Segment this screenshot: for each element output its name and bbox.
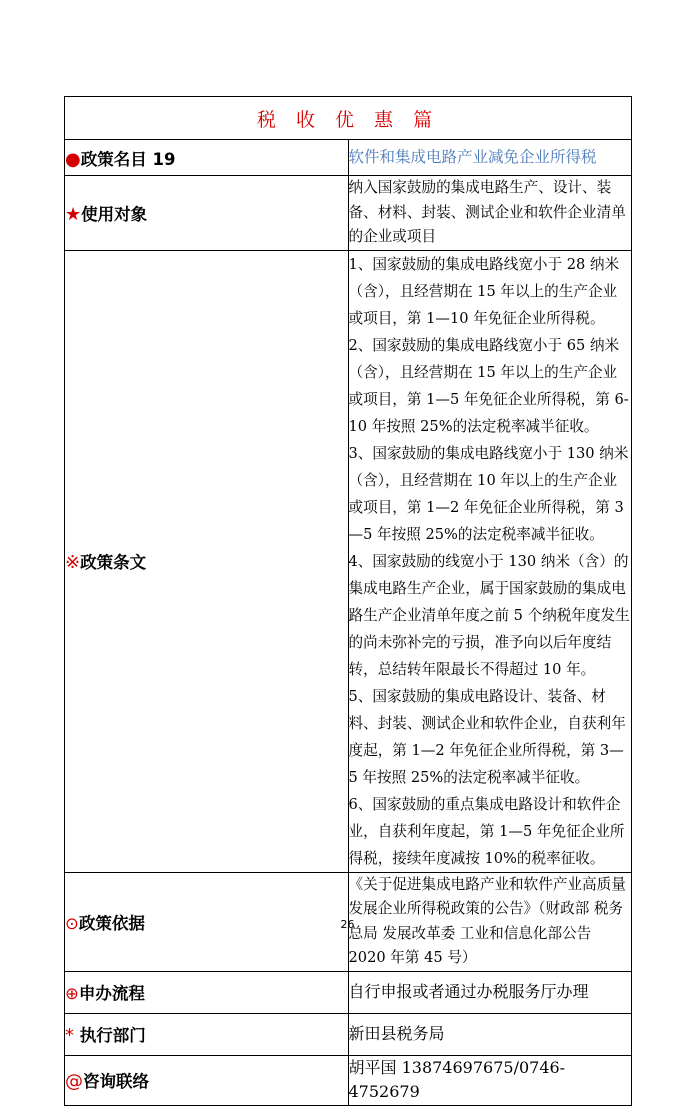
policy-clause: 5、国家鼓励的集成电路设计、装备、材料、封装、测试企业和软件企业，自获利年度起，第 1—2 年免征企业所得税，第 3—5 年按照 25%的法定税率减半征收。: [348, 687, 626, 786]
process-label: ⊕申办流程: [65, 971, 349, 1013]
policy-name-value[interactable]: 软件和集成电路产业减免企业所得税: [348, 140, 632, 176]
process-row: [65, 971, 632, 1013]
page-number: 26: [340, 918, 355, 931]
target-value: 纳入国家鼓励的集成电路生产、设计、装备、材料、封装、测试企业和软件企业清单的企业或项目: [348, 176, 632, 251]
policy-clause: 3、国家鼓励的集成电路线宽小于 130 纳米（含），且经营期在 10 年以上的生产企业或项目，第 1—2 年免征企业所得税，第 3—5 年按照 25%的法定税率减半征收。: [348, 444, 629, 543]
process-value: 自行申报或者通过办税服务厅办理: [348, 971, 632, 1013]
policy-name-row: [65, 140, 632, 176]
circle-plus-icon: ⊕: [65, 984, 79, 1003]
policy-clause: 2、国家鼓励的集成电路线宽小于 65 纳米（含），且经营期在 15 年以上的生产企业或项目，第 1—5 年免征企业所得税，第 6-10 年按照 25%的法定税率减半征收。: [348, 336, 629, 435]
department-row: [65, 1013, 632, 1055]
contact-value: 胡平国 13874697675/0746-4752679: [348, 1055, 632, 1105]
target-row: [65, 176, 632, 251]
basis-label: ⊙政策依据: [65, 872, 349, 971]
basis-value: 《关于促进集成电路产业和软件产业高质量发展企业所得税政策的公告》（财政部 税务总局 发展改革委 工业和信息化部公告 2020 年第 45 号）: [348, 872, 632, 971]
policy-text-value: [348, 250, 632, 872]
asterisk-icon: *: [65, 1025, 74, 1046]
policy-table: [64, 96, 632, 1106]
policy-name-label: ●政策名目 19: [65, 140, 349, 176]
department-label: * 执行部门: [65, 1013, 349, 1055]
policy-clause: 4、国家鼓励的线宽小于 130 纳米（含）的集成电路生产企业，属于国家鼓励的集成电路生产企业清单年度之前 5 个纳税年度发生的尚未弥补完的亏损，准予向以后年度结转，总结转年限最长不得超过 10 年。: [348, 552, 630, 678]
section-title: 税 收 优 惠 篇: [65, 97, 632, 140]
title-row: [65, 97, 632, 140]
policy-clause: 6、国家鼓励的重点集成电路设计和软件企业，自获利年度起，第 1—5 年免征企业所得税，接续年度减按 10%的税率征收。: [348, 795, 625, 867]
contact-row: [65, 1055, 632, 1105]
star-icon: ★: [65, 203, 82, 225]
department-value: 新田县税务局: [348, 1013, 632, 1055]
contact-label: @咨询联络: [65, 1055, 349, 1105]
target-label: ★使用对象: [65, 176, 349, 251]
reference-mark-icon: ※: [65, 552, 81, 573]
at-sign-icon: @: [65, 1071, 83, 1092]
circle-dot-icon: ⊙: [65, 913, 79, 933]
bullet-icon: ●: [65, 148, 81, 170]
policy-text-label: ※政策条文: [65, 250, 349, 872]
policy-clause: 1、国家鼓励的集成电路线宽小于 28 纳米（含），且经营期在 15 年以上的生产企业或项目，第 1—10 年免征企业所得税。: [348, 255, 620, 327]
policy-text-row: [65, 250, 632, 872]
